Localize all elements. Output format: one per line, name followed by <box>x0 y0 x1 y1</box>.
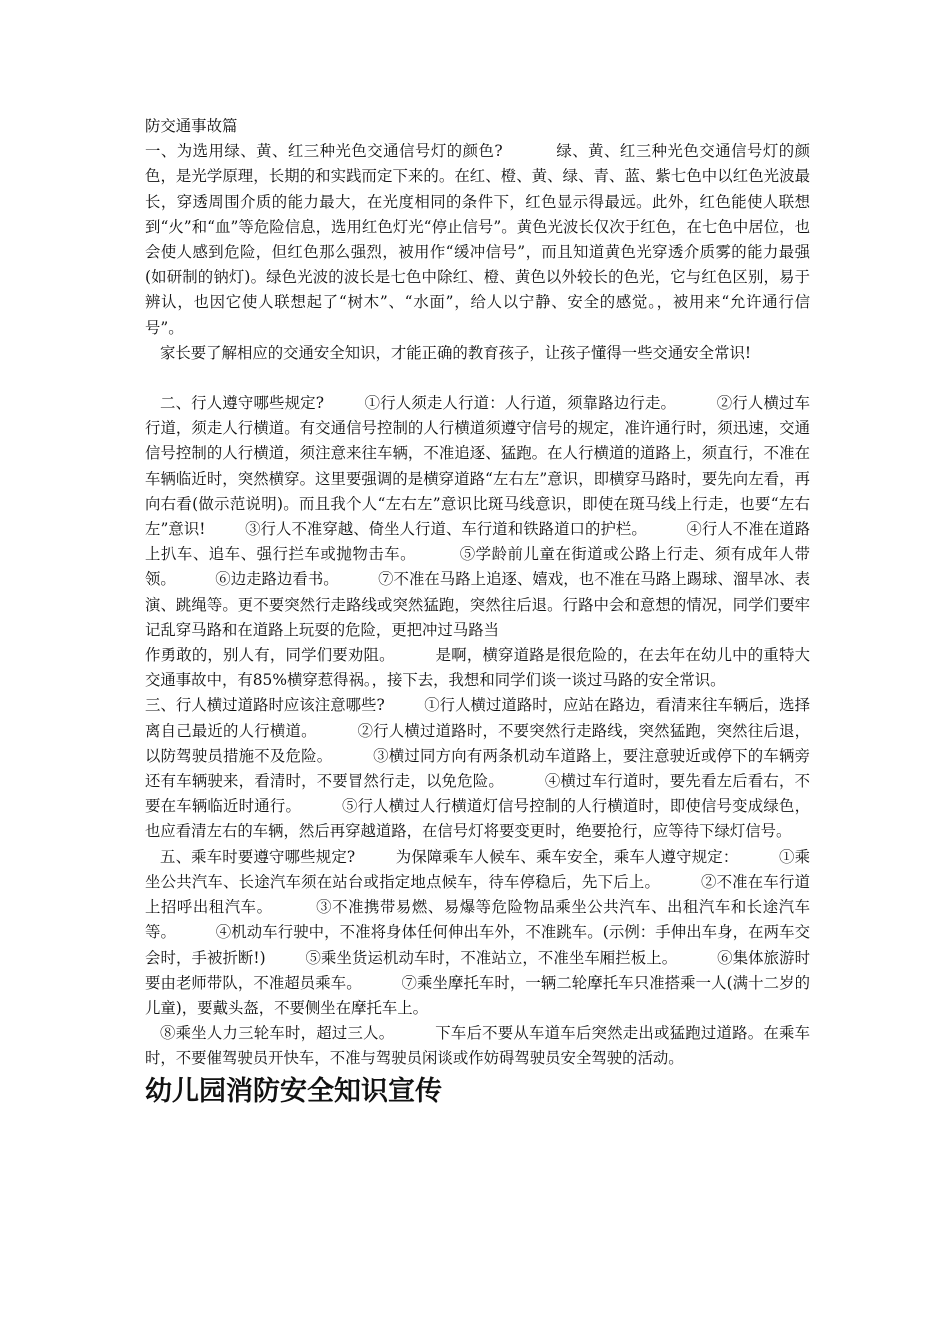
blank-line <box>145 366 810 391</box>
document-page <box>145 114 810 1110</box>
paragraph-traffic-light-colors: 一、为选用绿、黄、红三种光色交通信号灯的颜色? 绿、黄、红三种光色交通信号灯的颜色，是光学原理，长期的和实践而定下来的。在红、橙、黄、绿、青、蓝、紫七色中以红色光波最长，穿透周围介质的能力最大，在光度相同的条件下，红色显示得最远。此外，红色能使人联想到“火”和“血”等危险信息，选用红色灯光“停止信号”。黄色光波长仅次于红色，在七色中居位，也会使人感到危险，但红色那么强烈，被用作“缓冲信号”，而且知道黄色光穿透介质雾的能力最强(如研制的钠灯)。绿色光波的波长是七色中除红、橙、黄色以外较长的色光，它与红色区别，易于辨认，也因它使人联想起了“树木”、“水面”，给人以宁静、安全的感觉。，被用来“允许通行信号”。 <box>145 142 810 337</box>
paragraph-pedestrian-rules-cont: 作勇敢的，别人有，同学们要劝阻。 是啊，横穿道路是很危险的，在去年在幼儿中的重特大交通事故中，有85%横穿惹得祸。，接下去，我想和同学们谈一谈过马路的安全常识。 <box>145 646 810 690</box>
paragraph-riding-rules: 五、乘车时要遵守哪些规定? 为保障乘车人候车、乘车安全，乘车人遵守规定： ①乘坐公共汽车、长途汽车须在站台或指定地点候车，待车停稳后，先下后上。 ②不准在车行道上招呼出租汽车。 ③不准携带易燃、易爆等危险物品乘坐公共汽车、出租汽车和长途汽车等。 ④机动车行驶中，不准将身体任何伸出车外，不准跳车。(示例：手伸出车身，在两车交会时，手被折断!) ⑤乘坐货运机动车时，不准站立，不准坐车厢拦板上。 ⑥集体旅游时要由老师带队，不准超员乘车。 ⑦乘坐摩托车时，一辆二轮摩托车只准搭乘一人(满十二岁的儿童)，要戴头盔，不要侧坐在摩托车上。 <box>145 847 810 1017</box>
fire-safety-heading: 幼儿园消防安全知识宣传 <box>145 1075 442 1107</box>
paragraph-crossing-road: 三、行人横过道路时应该注意哪些? ①行人横过道路时，应站在路边，看清来往车辆后，选择离自己最近的人行横道。 ②行人横过道路时，不要突然行走路线，突然猛跑，突然往后退，以防驾驶员措施不及危险。 ③横过同方向有两条机动车道路上，要注意驶近或停下的车辆旁还有车辆驶来，看清时，不要冒然行走，以免危险。 ④横过车行道时，要先看左后看右，不要在车辆临近时通行。 ⑤行人横过人行横道灯信号控制的人行横道时，即使信号变成绿色，也应看清左右的车辆，然后再穿越道路，在信号灯将要变更时，绝要抢行，应等待下绿灯信号。 <box>145 696 810 841</box>
paragraph-parents-note: 家长要了解相应的交通安全知识，才能正确的教育孩子，让孩子懂得一些交通安全常识! <box>160 343 752 362</box>
paragraph-riding-rules-cont: ⑧乘坐人力三轮车时，超过三人。 下车后不要从车道车后突然走出或猛跑过道路。在乘车时，不要催驾驶员开快车，不准与驾驶员闲谈或作妨碍驾驶员安全驾驶的活动。 <box>145 1024 810 1068</box>
section-title: 防交通事故篇 <box>145 117 238 135</box>
paragraph-pedestrian-rules: 二、行人遵守哪些规定? ①行人须走人行道：人行道，须靠路边行走。 ②行人横过车行道，须走人行横道。有交通信号控制的人行横道须遵守信号的规定，准许通行时，须迅速，交通信号控制的人行横道，须注意来往车辆，不准追逐、猛跑。在人行横道的道路上，须直行，不准在车辆临近时，突然横穿。这里要强调的是横穿道路“左右左”意识，即横穿马路时，要先向左看，再向右看(做示范说明)。而且我个人“左右左”意识比斑马线意识，即使在斑马线上行走，也要“左右左”意识! ③行人不准穿越、倚坐人行道、车行道和铁路道口的护栏。 ④行人不准在道路上扒车、追车、强行拦车或抛物击车。 ⑤学龄前儿童在街道或公路上行走、须有成年人带领。 ⑥边走路边看书。 ⑦不准在马路上追逐、嬉戏，也不准在马路上踢球、溜旱冰、表演、跳绳等。更不要突然行走路线或突然猛跑，突然往后退。行路中会和意想的情况，同学们要牢记乱穿马路和在道路上玩耍的危险，更把冲过马路当 <box>145 394 810 639</box>
